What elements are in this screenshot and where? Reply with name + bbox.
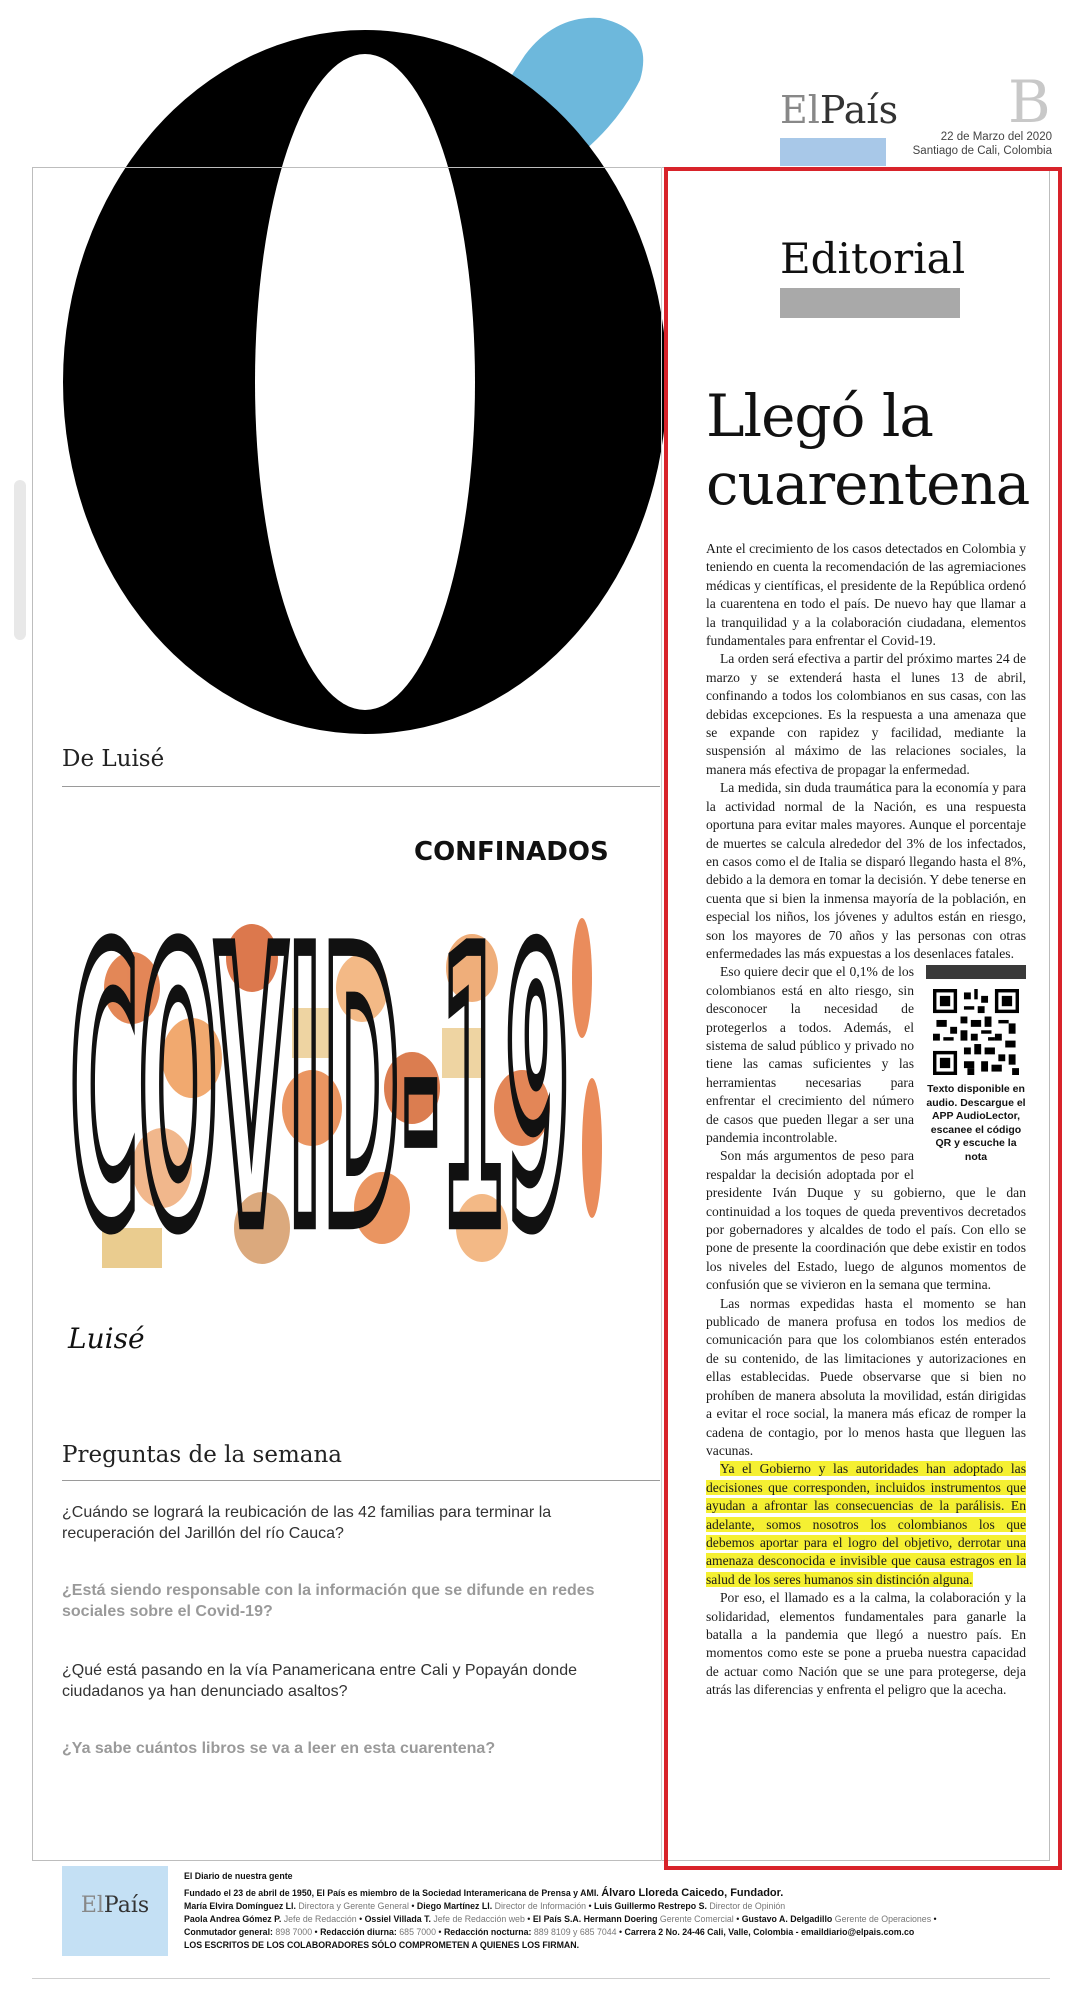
qr-code-icon[interactable]	[933, 989, 1019, 1075]
editorial-paragraph-8: Por eso, el llamado es a la calma, la colaboración y la solidaridad, elementos fundamentales para ganarle la batalla a la pandemia que llegó a nuestro país. En momentos como este se pone a prueba nuestra capacidad de actuar como Nación que se une para protegerse, deja atrás las diferencias y enfrenta el peligro que la acecha.	[706, 1590, 1026, 1698]
editorial-section-label: Editorial	[780, 234, 966, 283]
staff-role: Jefe de Redacción web	[433, 1914, 525, 1924]
date-line	[880, 130, 1052, 158]
question-2[interactable]: ¿Está siendo responsable con la información que se difunde en redes sociales sobre el Covid-19?	[62, 1582, 595, 1620]
footer-disclaimer: LOS ESCRITOS DE LOS COLABORADORES SÓLO COMPROMETEN A QUIENES LOS FIRMAN.	[184, 1940, 580, 1950]
editorial-paragraph-5: Son más argumentos de peso para respaldar la decisión adoptada por el presidente Iván Duque y su gobierno, que le dan continuidad a los toques de queda preventivos decretados por gobernadores y alcaldes de todo el país. Con ello se pone de presente la coordinación que debe existir en todos los niveles del Estado, luego de algunos momentos de confusión que se vivieron en la semana que termina.	[706, 1148, 1026, 1293]
divider	[62, 1480, 660, 1481]
footer-staff-line-1: María Elvira Domínguez Ll. Directora y Gerente General • Diego Martínez Ll. Director de Información • Luis Guillermo Restrepo S. Director de Opinión	[184, 1901, 786, 1911]
staff-name: Diego Martínez Ll.	[416, 1901, 493, 1911]
footer-founded-line	[184, 1887, 1024, 1900]
contact-label: Conmutador general:	[184, 1927, 273, 1937]
editorial-paragraph-2: La orden será efectiva a partir del próximo martes 24 de marzo y se extenderá hasta el lunes 13 de abril, confinando a todos los colombianos en sus casas, con las debidas excepciones. Es la respuesta a una amenaza que se expande con rapidez y facilidad, mediante la suspensión al máximo de las relaciones sociales, la manera más efectiva de propagar la enfermedad.	[706, 651, 1026, 777]
staff-name: Gustavo A. Delgadillo	[741, 1914, 833, 1924]
question-1[interactable]: ¿Cuándo se logrará la reubicación de las 42 familias para terminar la recuperación del Jarillón del río Cauca?	[62, 1504, 552, 1542]
contact-value: 889 8109 y 685 7044	[533, 1927, 617, 1937]
staff-name: El País S.A. Hermann Doering	[532, 1914, 658, 1924]
column-divider	[661, 167, 662, 1861]
question-3[interactable]: ¿Qué está pasando en la vía Panamericana entre Cali y Popayán donde ciudadanos ya han denunciado asaltos?	[62, 1662, 577, 1700]
issue-date: 22 de Marzo del 2020	[940, 131, 1052, 143]
staff-role: Director de Opinión	[709, 1901, 786, 1911]
divider	[62, 786, 660, 787]
staff-role: Director de Información	[494, 1901, 587, 1911]
qr-caption-app-name: AudioLector	[955, 1110, 1018, 1123]
editorial-paragraph-3: La medida, sin duda traumática para la economía y para la actividad normal de la Nación, es una respuesta oportuna para evitar males mayores. Aunque el porcentaje de muertes se calcula alrededor del 3% de los infectados, en casos como el de Italia se disparó llegando hasta el 8%, debido a la demora en tomar la decisión. Y debe tenerse en cuenta que si bien la inmensa mayoría de la población, en especial los niños, los jóvenes y adultos están en riesgo, son los mayores de 70 años y las personas con otras enfermedades las más expuestas a los desenlaces fatales.	[706, 780, 1026, 961]
footer-rule	[32, 1978, 1050, 1979]
editorial-paragraph-6: Las normas expedidas hasta el momento se han publicado de manera profusa en todos los medios de comunicación para que los colombianos estén enterados de su contenido, de las limitaciones y autorizaciones en ellas establecidas. Puede observarse que si bien no prohíben de manera absoluta la movilidad, están dirigidas a evitar el roce social, la manera más eficaz de romper la cadena de contagio, por lo menos hasta que lleguen las vacunas.	[706, 1295, 1026, 1458]
qr-caption-text: Texto disponible en audio. Descargue el APP	[926, 1083, 1026, 1123]
question-4[interactable]: ¿Ya sabe cuántos libros se va a leer en esta cuarentena?	[62, 1740, 496, 1757]
editorial-paragraph-4: Eso quiere decir que el 0,1% de los colombianos está en alto riesgo, sin desconocer la necesidad de protegerlos a todos. Además, el sistema de salud público y privado no tiene las camas suficientes y las herramientas necesarias para enfrentar el crecimiento del número de casos que pueden llegar a ser una pandemia incontrolable.	[706, 964, 914, 1145]
contact-value: 685 7000	[399, 1927, 436, 1937]
cartoon-signature: Luisé	[68, 1322, 145, 1355]
staff-name: Luis Guillermo Restrepo S.	[594, 1901, 707, 1911]
questions-section-title: Preguntas de la semana	[62, 1442, 342, 1468]
editorial-headline: Llegó la cuarentena	[706, 382, 1030, 518]
cartoon-section-title: De Luisé	[62, 746, 165, 772]
footer-logo-el: El	[80, 1893, 104, 1918]
editorial-label-bar	[780, 288, 960, 318]
staff-role: Gerente de Operaciones	[834, 1914, 932, 1924]
footer-tagline: El Diario de nuestra gente	[184, 1871, 293, 1881]
cartoon-caption: CONFINADOS	[414, 837, 609, 867]
cartoon-covid-lettering: COVID-19	[70, 873, 570, 1310]
logo-el: El	[780, 88, 820, 132]
issue-location: Santiago de Cali, Colombia	[912, 145, 1052, 157]
footer-credits	[184, 1870, 1024, 1952]
footer-logo-pais: País	[103, 1893, 150, 1918]
footer-address[interactable]: Carrera 2 No. 24-46 Cali, Valle, Colombia - emaildiario@elpais.com.co	[624, 1927, 915, 1937]
section-letter: B	[1008, 68, 1051, 136]
masthead-color-bar	[780, 138, 886, 166]
editorial-paragraph-7-highlighted	[706, 1460, 1026, 1589]
qr-caption-text-end: , escanee el código QR y escuche la nota	[930, 1110, 1022, 1163]
staff-role: Jefe de Redacción	[283, 1914, 357, 1924]
qr-header-bar	[926, 965, 1026, 979]
scrollbar[interactable]	[14, 480, 26, 640]
staff-name: Ossiel Villada T.	[364, 1914, 431, 1924]
covid-cartoon-illustration	[62, 808, 660, 1378]
logo-pais: País	[819, 88, 899, 132]
qr-caption	[926, 1083, 1026, 1164]
highlighted-text: Ya el Gobierno y las autoridades han adoptado las decisiones que corresponden, incluidos instrumentos que ayudan a afrontar las consecuencias de la parálisis. En adelante, somos nosotros los colombianos los que debemos aportar para el logro del objetivo, derrotar una amenaza desconocida e invisible que causa estragos en la salud de los seres humanos sin distinción alguna.	[706, 1461, 1026, 1587]
staff-role: Directora y Gerente General	[298, 1901, 409, 1911]
footer-staff-line-2: Paola Andrea Gómez P. Jefe de Redacción • Ossiel Villada T. Jefe de Redacción web • El País S.A. Hermann Doering Gerente Comercial • Gustavo A. Delgadillo Gerente de Operaciones •	[184, 1914, 937, 1924]
audio-qr-box	[926, 965, 1026, 1164]
footer-contact-line: Conmutador general: 898 7000 • Redacción diurna: 685 7000 • Redacción nocturna: 889 8109 y 685 7044 • Carrera 2 No. 24-46 Cali, Valle, Colombia - emaildiario@elpais.com.co	[184, 1927, 915, 1937]
footer-founded: Fundado el 23 de abril de 1950, El País es miembro de la Sociedad Interamericana de Prensa y AMI.	[184, 1888, 599, 1898]
staff-role: Gerente Comercial	[659, 1914, 734, 1924]
contact-value: 898 7000	[275, 1927, 313, 1937]
contact-label: Redacción nocturna:	[443, 1927, 532, 1937]
editorial-body	[706, 540, 1026, 1700]
staff-name: Paola Andrea Gómez P.	[184, 1914, 282, 1924]
contact-label: Redacción diurna:	[320, 1927, 397, 1937]
editorial-paragraph-1: Ante el crecimiento de los casos detectados en Colombia y teniendo en cuenta la recomendación de las agremiaciones médicas y científicas, el presidente de la República ordenó la cuarentena en todo el país. De nuevo hay que llamar a la tranquilidad y a la colaboración ciudadana, elementos fundamentales para enfrentar el Covid-19.	[706, 541, 1026, 649]
staff-name: María Elvira Domínguez Ll.	[184, 1901, 296, 1911]
footer-logo	[62, 1893, 168, 1918]
masthead-logo	[780, 88, 898, 132]
footer-founder: Álvaro Lloreda Caicedo, Fundador.	[601, 1887, 784, 1899]
